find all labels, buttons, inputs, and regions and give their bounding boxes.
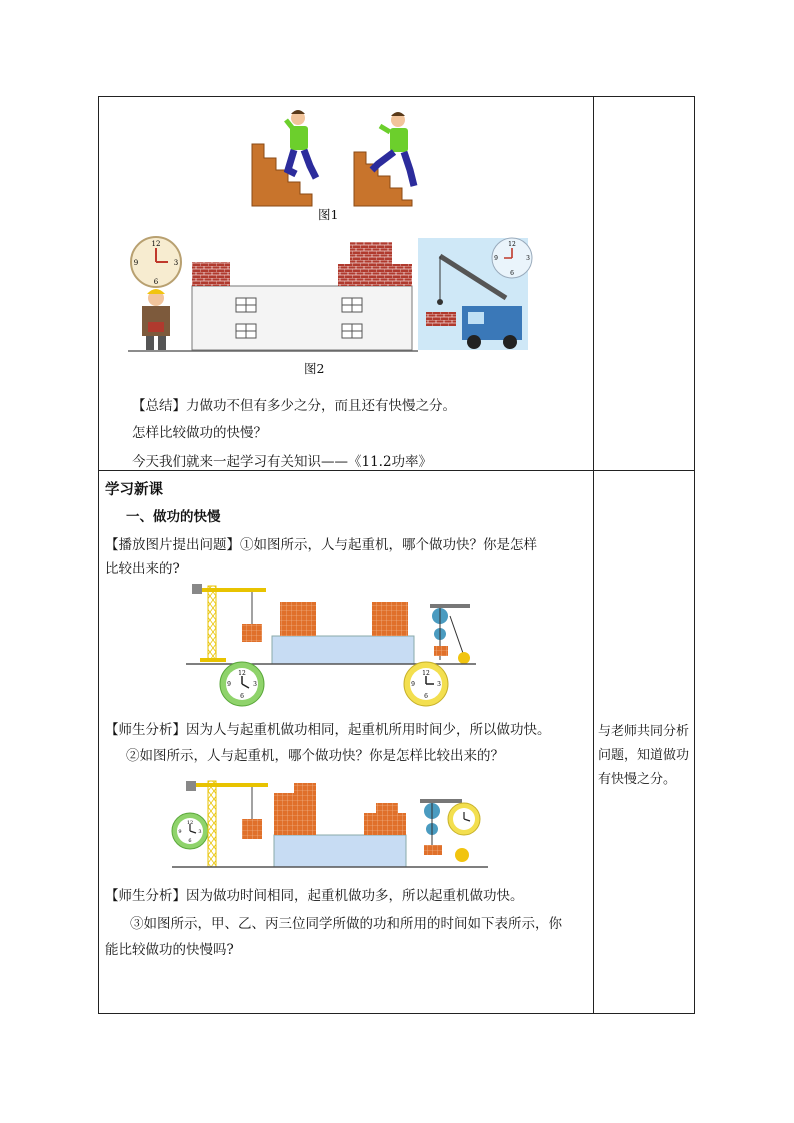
lesson-table <box>98 96 695 1014</box>
figure-2-caption: 图2 <box>304 361 325 376</box>
subsection-heading: 一、做功的快慢 <box>126 509 221 525</box>
question-3-line-1: ③如图所示，甲、乙、丙三位同学所做的功和所用的时间如下表所示，你 <box>130 916 562 932</box>
clock-green <box>220 662 264 706</box>
question-text: 怎样比较做功的快慢？ <box>132 425 267 441</box>
svg-text:12: 12 <box>422 670 430 677</box>
svg-text:9: 9 <box>133 259 139 267</box>
figure-4-same-time-illustration <box>172 775 488 871</box>
side-note <box>598 720 690 792</box>
svg-text:3: 3 <box>253 681 257 688</box>
analysis-2-text: 【师生分析】因为做功时间相同，起重机做功多，所以起重机做功快。 <box>105 888 524 904</box>
svg-text:9: 9 <box>494 255 498 262</box>
svg-text:3: 3 <box>437 681 441 688</box>
svg-text:3: 3 <box>526 255 530 262</box>
pulley-system-2 <box>420 801 480 862</box>
svg-text:12: 12 <box>186 820 194 826</box>
question-1-line-2: 比较出来的? <box>105 561 180 577</box>
svg-text:12: 12 <box>238 670 246 677</box>
worker-carrying-brick <box>142 289 170 350</box>
svg-text:9: 9 <box>411 681 415 688</box>
svg-text:9: 9 <box>227 681 231 688</box>
pulley-system <box>430 606 470 664</box>
svg-text:6: 6 <box>510 270 514 277</box>
building <box>192 286 412 350</box>
side-note-line-2: 问题，知道做功 <box>598 748 690 763</box>
question-3-line-2: 能比较做功的快慢吗? <box>105 942 234 958</box>
building-blocks-2 <box>274 783 406 867</box>
figure-1-stairs-illustration <box>250 108 420 208</box>
analysis-1-text: 【师生分析】因为人与起重机做功相同，起重机所用时间少，所以做功快。 <box>105 722 551 738</box>
clock-yellow <box>404 662 448 706</box>
figure-2-worker-crane-illustration <box>128 236 528 354</box>
svg-text:3: 3 <box>173 259 179 267</box>
section-heading: 学习新课 <box>105 481 163 498</box>
svg-text:6: 6 <box>153 278 159 286</box>
figure-3-same-work-illustration <box>186 580 480 706</box>
question-1-line-1: 【播放图片提出问题】①如图所示，人与起重机，哪个做功快？你是怎样 <box>105 537 537 553</box>
side-note-line-3: 有快慢之分。 <box>598 772 677 787</box>
svg-text:12: 12 <box>151 240 161 248</box>
summary-text: 【总结】力做功不但有多少之分，而且还有快慢之分。 <box>132 398 456 414</box>
svg-text:6: 6 <box>424 693 428 700</box>
question-2-text: ②如图所示，人与起重机，哪个做功快？你是怎样比较出来的？ <box>126 748 504 764</box>
person-walking-left <box>286 110 316 178</box>
figure-1-caption: 图1 <box>318 207 339 222</box>
intro-text: 今天我们就来一起学习有关知识——《11.2功率》 <box>132 454 433 470</box>
column-divider <box>593 97 594 1013</box>
clock-left <box>131 237 181 287</box>
crane-truck-scene <box>418 238 532 350</box>
clock-green-2 <box>172 813 208 849</box>
svg-text:12: 12 <box>508 241 516 248</box>
svg-text:9: 9 <box>178 829 182 835</box>
tower-crane <box>192 584 266 660</box>
side-note-line-1: 与老师共同分析 <box>598 724 690 739</box>
svg-text:6: 6 <box>240 693 244 700</box>
svg-text:6: 6 <box>188 838 192 844</box>
svg-text:3: 3 <box>198 829 202 835</box>
bricks-on-roof <box>192 242 412 286</box>
building-blocks <box>272 602 414 664</box>
